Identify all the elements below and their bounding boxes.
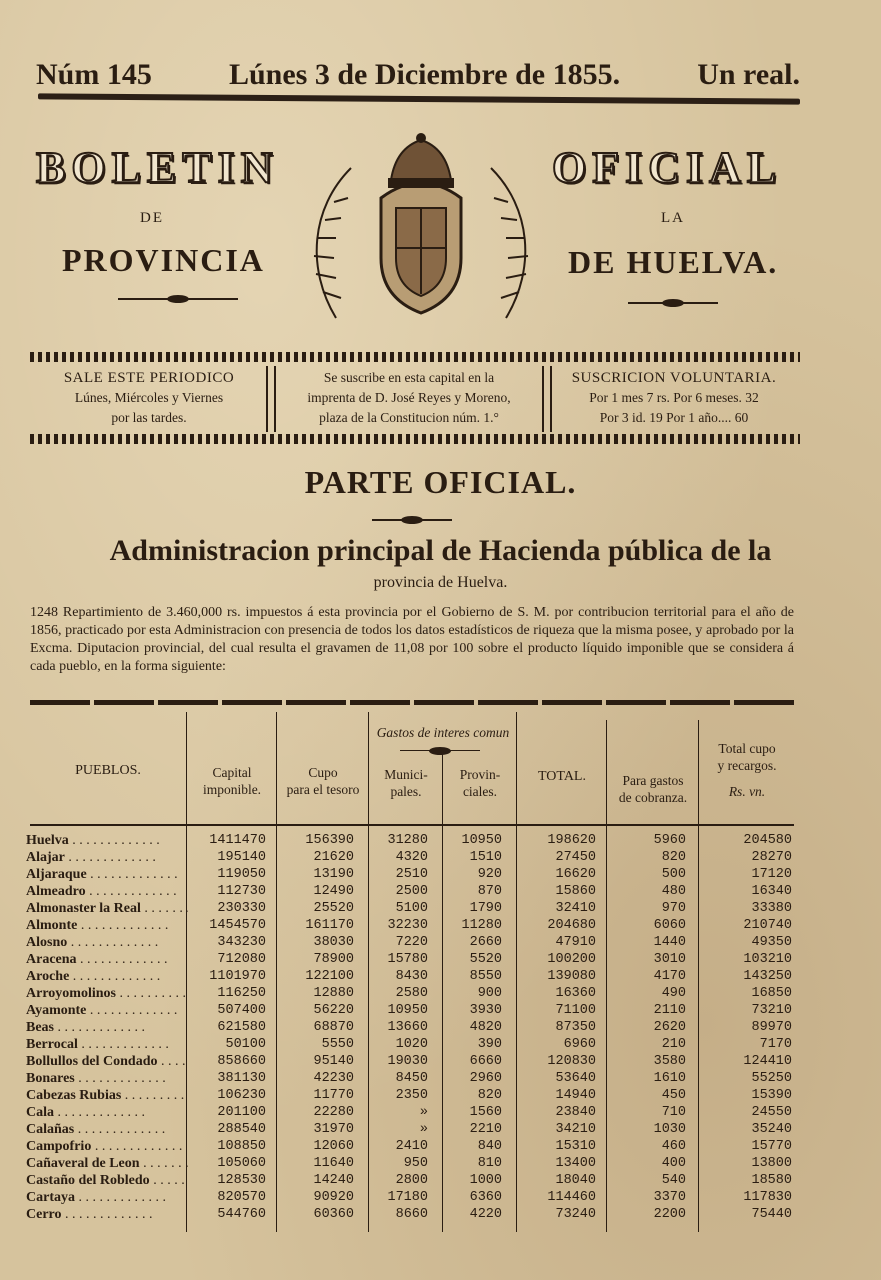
table-row — [22, 901, 798, 918]
title-provincia: PROVINCIA — [62, 242, 265, 278]
capital-imponible-cell: 381130 — [217, 1071, 266, 1086]
capital-imponible-cell: 1454570 — [209, 918, 266, 933]
pueblo-name-cell: Cañaveral de Leon . . . — [26, 1156, 188, 1172]
gastos-provinciales-cell: 1510 — [469, 850, 502, 865]
cupo-tesoro-cell: 78900 — [313, 952, 354, 967]
table-body — [22, 833, 798, 1224]
table-row — [22, 833, 798, 850]
gastos-provinciales-cell: 900 — [477, 986, 502, 1001]
capital-imponible-cell: 112730 — [217, 884, 266, 899]
gastos-cobranza-cell: 210 — [661, 1037, 686, 1052]
header-pueblos: PUEBLOS. — [75, 763, 141, 778]
gastos-cobranza-cell: 540 — [661, 1173, 686, 1188]
pueblo-name-cell: Aljaraque . . . — [26, 867, 188, 883]
pueblo-name-cell: Bonares . . . — [26, 1071, 188, 1087]
pueblo-name-cell: Beas . . . — [26, 1020, 188, 1036]
header-total: TOTAL. — [537, 769, 586, 784]
total-cupo-recargos-cell: 210740 — [743, 918, 792, 933]
cupo-tesoro-cell: 11770 — [313, 1088, 354, 1103]
cupo-tesoro-cell: 5550 — [321, 1037, 354, 1052]
header-gastos: Gastos de interes comun — [376, 725, 510, 740]
total-cell: 18040 — [555, 1173, 596, 1188]
table-row — [22, 969, 798, 986]
gastos-provinciales-cell: 870 — [477, 884, 502, 899]
gastos-provinciales-cell: 1000 — [469, 1173, 502, 1188]
header-cupo: Cupo para el tesoro — [286, 765, 360, 797]
gastos-cobranza-cell: 820 — [661, 850, 686, 865]
table-row — [22, 1190, 798, 1207]
gastos-municipales-cell: 2510 — [395, 867, 428, 882]
capital-imponible-cell: 116250 — [217, 986, 266, 1001]
total-cell: 23840 — [555, 1105, 596, 1120]
gastos-provinciales-cell: 1560 — [469, 1105, 502, 1120]
table-row — [22, 1003, 798, 1020]
issue-number: Núm 145 — [36, 58, 152, 91]
total-cupo-recargos-cell: 16850 — [751, 986, 792, 1001]
capital-imponible-cell: 106230 — [217, 1088, 266, 1103]
table-row — [22, 1122, 798, 1139]
table-row — [22, 952, 798, 969]
gastos-municipales-cell: 1020 — [395, 1037, 428, 1052]
gastos-provinciales-cell: 2660 — [469, 935, 502, 950]
capital-imponible-cell: 544760 — [217, 1207, 266, 1222]
pueblo-name-cell: Almonaster la Real . . . — [26, 901, 188, 917]
ornament-right — [628, 302, 718, 304]
gastos-cobranza-cell: 450 — [661, 1088, 686, 1103]
table-row — [22, 986, 798, 1003]
total-cell: 47910 — [555, 935, 596, 950]
total-cupo-recargos-cell: 15770 — [751, 1139, 792, 1154]
gastos-municipales-cell: 2500 — [395, 884, 428, 899]
total-cell: 71100 — [555, 1003, 596, 1018]
ornament-gastos — [400, 750, 480, 751]
total-cupo-recargos-cell: 17120 — [751, 867, 792, 882]
capital-imponible-cell: 201100 — [217, 1105, 266, 1120]
gastos-municipales-cell: 2800 — [395, 1173, 428, 1188]
capital-imponible-cell: 230330 — [217, 901, 266, 916]
ornament-left — [118, 298, 238, 300]
gastos-provinciales-cell: 2210 — [469, 1122, 502, 1137]
table-row — [22, 935, 798, 952]
total-cell: 53640 — [555, 1071, 596, 1086]
table-row — [22, 867, 798, 884]
total-cell: 198620 — [547, 833, 596, 848]
gastos-cobranza-cell: 4170 — [653, 969, 686, 984]
capital-imponible-cell: 288540 — [217, 1122, 266, 1137]
pueblo-name-cell: Cartaya . . . — [26, 1190, 188, 1206]
gastos-cobranza-cell: 3580 — [653, 1054, 686, 1069]
gastos-cobranza-cell: 500 — [661, 867, 686, 882]
ornament-center — [372, 519, 452, 521]
issue-date: Lúnes 3 de Diciembre de 1855. — [228, 58, 621, 91]
table-row — [22, 850, 798, 867]
gastos-municipales-cell: 15780 — [387, 952, 428, 967]
gastos-provinciales-cell: 810 — [477, 1156, 502, 1171]
total-cupo-recargos-cell: 24550 — [751, 1105, 792, 1120]
gastos-municipales-cell: 2580 — [395, 986, 428, 1001]
gastos-municipales-cell: 17180 — [387, 1190, 428, 1205]
pueblo-name-cell: Aracena . . . — [26, 952, 188, 968]
gastos-provinciales-cell: 1790 — [469, 901, 502, 916]
total-cupo-recargos-cell: 15390 — [751, 1088, 792, 1103]
gastos-provinciales-cell: 3930 — [469, 1003, 502, 1018]
total-cell: 87350 — [555, 1020, 596, 1035]
gastos-municipales-cell: 8450 — [395, 1071, 428, 1086]
gastos-provinciales-cell: 6360 — [469, 1190, 502, 1205]
pueblo-name-cell: Calañas . . . — [26, 1122, 188, 1138]
pueblo-name-cell: Castaño del Robledo . . . — [26, 1173, 188, 1189]
total-cupo-recargos-cell: 28270 — [751, 850, 792, 865]
info-prices: SUSCRICION VOLUNTARIA. Por 1 mes 7 rs. Por 6 meses. 32 Por 3 id. 19 Por 1 año.... 60 — [571, 370, 777, 425]
header-total-cupo: Total cupo y recargos. Rs. vn. — [717, 741, 777, 799]
gastos-cobranza-cell: 480 — [661, 884, 686, 899]
gastos-municipales-cell: 5100 — [395, 901, 428, 916]
cupo-tesoro-cell: 60360 — [313, 1207, 354, 1222]
capital-imponible-cell: 507400 — [217, 1003, 266, 1018]
gastos-municipales-cell: 8660 — [395, 1207, 428, 1222]
total-cell: 6960 — [563, 1037, 596, 1052]
gastos-municipales-cell: 7220 — [395, 935, 428, 950]
cupo-tesoro-cell: 68870 — [313, 1020, 354, 1035]
pueblo-name-cell: Cabezas Rubias . . . — [26, 1088, 188, 1104]
capital-imponible-cell: 712080 — [217, 952, 266, 967]
gastos-cobranza-cell: 400 — [661, 1156, 686, 1171]
total-cupo-recargos-cell: 75440 — [751, 1207, 792, 1222]
total-cupo-recargos-cell: 7170 — [759, 1037, 792, 1052]
gastos-cobranza-cell: 6060 — [653, 918, 686, 933]
title-oficial: OFICIAL — [552, 143, 783, 192]
total-cell: 100200 — [547, 952, 596, 967]
table-row — [22, 1020, 798, 1037]
gastos-provinciales-cell: 11280 — [461, 918, 502, 933]
total-cupo-recargos-cell: 18580 — [751, 1173, 792, 1188]
total-cell: 32410 — [555, 901, 596, 916]
cupo-tesoro-cell: 14240 — [313, 1173, 354, 1188]
gastos-municipales-cell: 4320 — [395, 850, 428, 865]
table-row — [22, 884, 798, 901]
cupo-tesoro-cell: 11640 — [313, 1156, 354, 1171]
capital-imponible-cell: 343230 — [217, 935, 266, 950]
gastos-municipales-cell: » — [419, 1122, 428, 1137]
total-cupo-recargos-cell: 33380 — [751, 901, 792, 916]
total-cupo-recargos-cell: 103210 — [743, 952, 792, 967]
gastos-cobranza-cell: 710 — [661, 1105, 686, 1120]
gastos-municipales-cell: 19030 — [387, 1054, 428, 1069]
pueblo-name-cell: Cerro . . . — [26, 1207, 188, 1223]
box-separator — [266, 366, 276, 432]
article-subheading: provincia de Huelva. — [373, 574, 508, 591]
gastos-cobranza-cell: 490 — [661, 986, 686, 1001]
cupo-tesoro-cell: 31970 — [313, 1122, 354, 1137]
table-row — [22, 1071, 798, 1088]
gastos-cobranza-cell: 1610 — [653, 1071, 686, 1086]
cupo-tesoro-cell: 12880 — [313, 986, 354, 1001]
gastos-municipales-cell: 950 — [403, 1156, 428, 1171]
gastos-cobranza-cell: 2200 — [653, 1207, 686, 1222]
gastos-cobranza-cell: 2110 — [653, 1003, 686, 1018]
table-row — [22, 1037, 798, 1054]
gastos-municipales-cell: 10950 — [387, 1003, 428, 1018]
capital-imponible-cell: 105060 — [217, 1156, 266, 1171]
table-row — [22, 1156, 798, 1173]
title-boletin: BOLETIN — [36, 143, 279, 192]
capital-imponible-cell: 1411470 — [209, 833, 266, 848]
gastos-cobranza-cell: 3370 — [653, 1190, 686, 1205]
header-provinciales: Provin- ciales. — [459, 767, 501, 799]
gastos-municipales-cell: 31280 — [387, 833, 428, 848]
table-row — [22, 918, 798, 935]
total-cupo-recargos-cell: 49350 — [751, 935, 792, 950]
cupo-tesoro-cell: 56220 — [313, 1003, 354, 1018]
article-heading: Administracion principal de Hacienda pública de la — [109, 534, 772, 567]
total-cupo-recargos-cell: 13800 — [751, 1156, 792, 1171]
capital-imponible-cell: 820570 — [217, 1190, 266, 1205]
total-cell: 13400 — [555, 1156, 596, 1171]
pueblo-name-cell: Huelva . . . — [26, 833, 188, 849]
table-row — [22, 1139, 798, 1156]
total-cupo-recargos-cell: 35240 — [751, 1122, 792, 1137]
total-cell: 15310 — [555, 1139, 596, 1154]
cupo-tesoro-cell: 122100 — [305, 969, 354, 984]
cupo-tesoro-cell: 22280 — [313, 1105, 354, 1120]
capital-imponible-cell: 1101970 — [209, 969, 266, 984]
gastos-municipales-cell: » — [419, 1105, 428, 1120]
gastos-provinciales-cell: 390 — [477, 1037, 502, 1052]
header-municipales: Munici- pales. — [384, 767, 428, 799]
pueblo-name-cell: Alosno . . . — [26, 935, 188, 951]
total-cell: 34210 — [555, 1122, 596, 1137]
title-de: DE — [140, 210, 164, 226]
table-row — [22, 1105, 798, 1122]
cupo-tesoro-cell: 90920 — [313, 1190, 354, 1205]
pueblo-name-cell: Berrocal . . . — [26, 1037, 188, 1053]
gastos-cobranza-cell: 1030 — [653, 1122, 686, 1137]
total-cupo-recargos-cell: 16340 — [751, 884, 792, 899]
gastos-provinciales-cell: 4820 — [469, 1020, 502, 1035]
gastos-provinciales-cell: 8550 — [469, 969, 502, 984]
gastos-provinciales-cell: 4220 — [469, 1207, 502, 1222]
total-cupo-recargos-cell: 117830 — [743, 1190, 792, 1205]
cupo-tesoro-cell: 25520 — [313, 901, 354, 916]
gastos-provinciales-cell: 6660 — [469, 1054, 502, 1069]
total-cell: 73240 — [555, 1207, 596, 1222]
header-capital: Capital imponible. — [202, 765, 262, 797]
table-rule-header — [30, 824, 794, 826]
total-cell: 27450 — [555, 850, 596, 865]
subscription-box — [30, 352, 800, 444]
total-cell: 120830 — [547, 1054, 596, 1069]
total-cell: 139080 — [547, 969, 596, 984]
cupo-tesoro-cell: 21620 — [313, 850, 354, 865]
gastos-municipales-cell: 32230 — [387, 918, 428, 933]
cupo-tesoro-cell: 13190 — [313, 867, 354, 882]
cupo-tesoro-cell: 38030 — [313, 935, 354, 950]
table-row — [22, 1088, 798, 1105]
info-subscribe: Se suscribe en esta capital en la imprenta de D. José Reyes y Moreno, plaza de la Constitucion núm. 1.° — [307, 370, 511, 425]
pueblo-name-cell: Almeadro . . . — [26, 884, 188, 900]
capital-imponible-cell: 128530 — [217, 1173, 266, 1188]
gastos-provinciales-cell: 840 — [477, 1139, 502, 1154]
pueblo-name-cell: Arroyomolinos . . . — [26, 986, 188, 1002]
gastos-provinciales-cell: 820 — [477, 1088, 502, 1103]
pueblo-name-cell: Ayamonte . . . — [26, 1003, 188, 1019]
box-border-bottom — [30, 434, 800, 444]
total-cell: 16360 — [555, 986, 596, 1001]
pueblo-name-cell: Cala . . . — [26, 1105, 188, 1121]
cupo-tesoro-cell: 42230 — [313, 1071, 354, 1086]
article-intro: 1248 Repartimiento de 3.460,000 rs. impuestos á esta provincia por el Gobierno de S. M. por contribucion territorial para el año de 1856, practicado por esta Administracion con presencia de todos los datos estadísticos de riqueza que la misma posee, y aprobado por la Excma. Diputacion provincial, del cual resulta el gravamen de 11,08 por 100 sobre el producto líquido imponible que se considera á cada pueblo, en la forma siguiente: — [30, 605, 794, 674]
gastos-municipales-cell: 2410 — [395, 1139, 428, 1154]
gastos-cobranza-cell: 3010 — [653, 952, 686, 967]
pueblo-name-cell: Alajar . . . — [26, 850, 188, 866]
total-cell: 114460 — [547, 1190, 596, 1205]
gastos-provinciales-cell: 920 — [477, 867, 502, 882]
capital-imponible-cell: 50100 — [225, 1037, 266, 1052]
table-row — [22, 1173, 798, 1190]
table-rule-top — [30, 700, 794, 705]
cupo-tesoro-cell: 95140 — [313, 1054, 354, 1069]
total-cupo-recargos-cell: 89970 — [751, 1020, 792, 1035]
gastos-municipales-cell: 8430 — [395, 969, 428, 984]
total-cupo-recargos-cell: 143250 — [743, 969, 792, 984]
pueblo-name-cell: Almonte . . . — [26, 918, 188, 934]
section-title: PARTE OFICIAL. — [304, 464, 577, 500]
gastos-cobranza-cell: 5960 — [653, 833, 686, 848]
gastos-cobranza-cell: 970 — [661, 901, 686, 916]
capital-imponible-cell: 119050 — [217, 867, 266, 882]
title-la: LA — [661, 210, 685, 226]
gastos-municipales-cell: 2350 — [395, 1088, 428, 1103]
total-cupo-recargos-cell: 204580 — [743, 833, 792, 848]
table-row — [22, 1207, 798, 1224]
box-separator — [542, 366, 552, 432]
masthead-line — [36, 58, 800, 98]
pueblo-name-cell: Bollullos del Condado . . . — [26, 1054, 188, 1070]
gastos-provinciales-cell: 2960 — [469, 1071, 502, 1086]
gastos-cobranza-cell: 460 — [661, 1139, 686, 1154]
gastos-cobranza-cell: 1440 — [653, 935, 686, 950]
cupo-tesoro-cell: 12490 — [313, 884, 354, 899]
total-cell: 204680 — [547, 918, 596, 933]
capital-imponible-cell: 858660 — [217, 1054, 266, 1069]
box-border-top — [30, 352, 800, 362]
info-periodicity: SALE ESTE PERIODICO Lúnes, Miércoles y Viernes por las tardes. — [63, 370, 235, 425]
header-cobranza: Para gastos de cobranza. — [618, 773, 688, 805]
cupo-tesoro-cell: 161170 — [305, 918, 354, 933]
coat-of-arms-icon — [296, 128, 546, 328]
cupo-tesoro-cell: 156390 — [305, 833, 354, 848]
total-cell: 15860 — [555, 884, 596, 899]
cupo-tesoro-cell: 12060 — [313, 1139, 354, 1154]
pueblo-name-cell: Campofrio . . . — [26, 1139, 188, 1155]
gastos-provinciales-cell: 10950 — [461, 833, 502, 848]
capital-imponible-cell: 195140 — [217, 850, 266, 865]
total-cupo-recargos-cell: 55250 — [751, 1071, 792, 1086]
gastos-municipales-cell: 13660 — [387, 1020, 428, 1035]
gastos-provinciales-cell: 5520 — [469, 952, 502, 967]
total-cupo-recargos-cell: 73210 — [751, 1003, 792, 1018]
gastos-cobranza-cell: 2620 — [653, 1020, 686, 1035]
issue-price: Un real. — [697, 58, 800, 91]
total-cell: 16620 — [555, 867, 596, 882]
total-cell: 14940 — [555, 1088, 596, 1103]
table-row — [22, 1054, 798, 1071]
capital-imponible-cell: 621580 — [217, 1020, 266, 1035]
capital-imponible-cell: 108850 — [217, 1139, 266, 1154]
pueblo-name-cell: Aroche . . . — [26, 969, 188, 985]
total-cupo-recargos-cell: 124410 — [743, 1054, 792, 1069]
title-de-huelva: DE HUELVA. — [568, 244, 779, 280]
